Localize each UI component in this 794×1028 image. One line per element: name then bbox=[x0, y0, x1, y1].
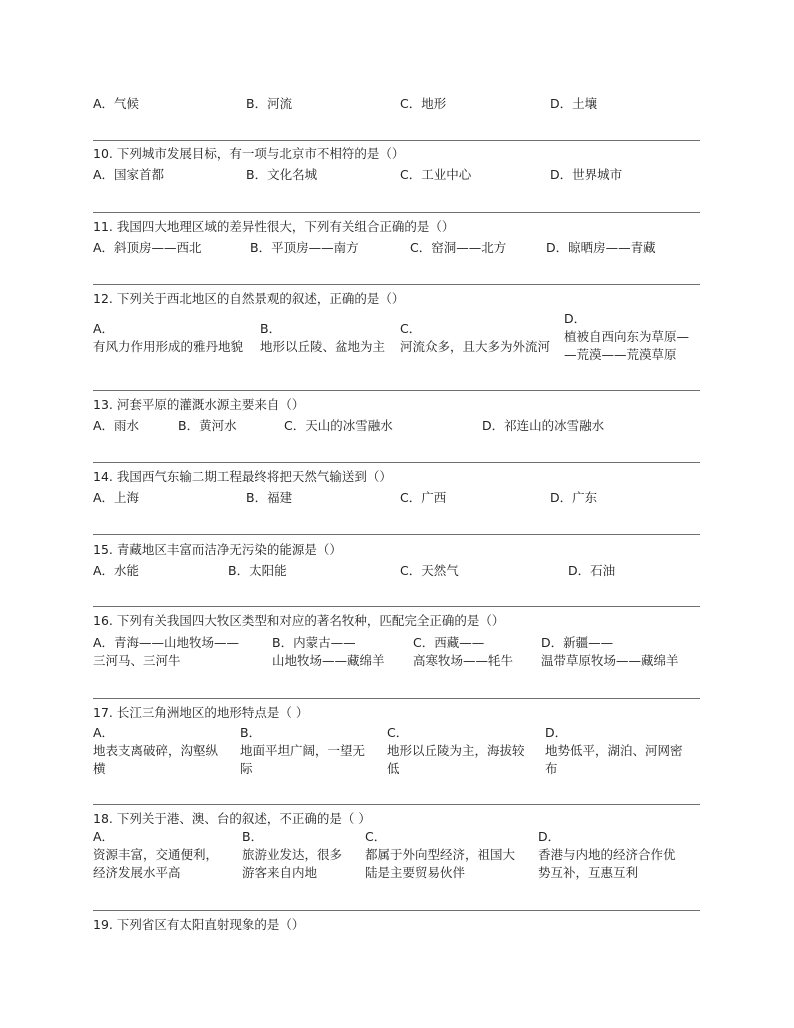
option-text-line-2: 三河马、三河牛 bbox=[93, 653, 181, 668]
question-stem: 14. 我国西气东输二期工程最终将把天然气输送到（） bbox=[93, 469, 392, 484]
option-c[interactable] bbox=[413, 634, 538, 670]
option-letter: D． bbox=[545, 725, 568, 740]
option-text-line-1: A．青海——山地牧场—— bbox=[93, 635, 240, 650]
question-divider bbox=[93, 910, 700, 911]
option-letter: C． bbox=[365, 829, 387, 844]
option-c[interactable] bbox=[387, 724, 543, 778]
question-divider bbox=[93, 606, 700, 607]
option-d[interactable]: D．世界城市 bbox=[550, 167, 623, 182]
option-text-line-1: 都属于外向型经济，祖国大 bbox=[365, 847, 516, 862]
option-text-line-2: —荒漠——荒漠草原 bbox=[564, 347, 677, 362]
option-a[interactable] bbox=[93, 828, 241, 882]
question-divider bbox=[93, 284, 700, 285]
question-divider bbox=[93, 140, 700, 141]
option-a[interactable]: A．雨水 bbox=[93, 418, 140, 433]
option-b[interactable] bbox=[272, 634, 410, 670]
option-c[interactable] bbox=[400, 320, 562, 356]
option-text: 地形以丘陵、盆地为主 bbox=[260, 339, 386, 354]
option-letter: A． bbox=[93, 321, 115, 336]
option-c[interactable]: C．地形 bbox=[400, 96, 447, 111]
option-a[interactable] bbox=[93, 634, 268, 670]
option-b[interactable] bbox=[242, 828, 364, 882]
option-text-line-2: 势互补，互惠互利 bbox=[538, 865, 639, 880]
option-text-line-2: 横 bbox=[93, 761, 106, 776]
question-divider bbox=[93, 390, 700, 391]
option-text-line-2: 温带草原牧场——藏绵羊 bbox=[541, 653, 679, 668]
option-d[interactable] bbox=[541, 634, 700, 670]
option-b[interactable]: B．黄河水 bbox=[178, 418, 237, 433]
option-text-line-1: 资源丰富，交通便利， bbox=[93, 847, 219, 862]
option-text-line-1: 植被自西向东为草原— bbox=[564, 329, 690, 344]
option-text-line-1: 香港与内地的经济合作优 bbox=[538, 847, 676, 862]
option-letter: B． bbox=[240, 725, 262, 740]
option-text-line-2: 山地牧场——藏绵羊 bbox=[272, 653, 385, 668]
option-letter: C． bbox=[400, 321, 422, 336]
question-stem: 10. 下列城市发展目标，有一项与北京市不相符的是（） bbox=[93, 146, 405, 161]
option-b[interactable] bbox=[260, 320, 400, 356]
option-text-line-1: 地面平坦广阔，一望无 bbox=[240, 743, 366, 758]
option-d[interactable] bbox=[538, 828, 700, 882]
option-text: 河流众多，且大多为外流河 bbox=[400, 339, 551, 354]
option-a[interactable]: A．气候 bbox=[93, 96, 140, 111]
option-text-line-1: 地表支离破碎，沟壑纵 bbox=[93, 743, 219, 758]
option-c[interactable]: C．窑洞——北方 bbox=[410, 240, 507, 255]
option-a[interactable] bbox=[93, 724, 241, 778]
option-d[interactable]: D．祁连山的冰雪融水 bbox=[482, 418, 605, 433]
option-text-line-2: 高寒牧场——牦牛 bbox=[413, 653, 514, 668]
option-b[interactable]: B．太阳能 bbox=[228, 563, 287, 578]
question-stem: 15. 青藏地区丰富而洁净无污染的能源是（） bbox=[93, 542, 342, 557]
question-divider bbox=[93, 534, 700, 535]
option-c[interactable]: C．天然气 bbox=[400, 563, 459, 578]
option-a[interactable]: A．水能 bbox=[93, 563, 140, 578]
option-text-line-1: D．新疆—— bbox=[541, 635, 614, 650]
option-c[interactable]: C．天山的冰雪融水 bbox=[284, 418, 393, 433]
option-text-line-2: 经济发展水平高 bbox=[93, 865, 181, 880]
question-divider bbox=[93, 698, 700, 699]
option-text-line-2: 布 bbox=[545, 761, 558, 776]
question-stem: 16. 下列有关我国四大牧区类型和对应的著名牧种，匹配完全正确的是（） bbox=[93, 613, 505, 628]
option-c[interactable] bbox=[365, 828, 537, 882]
option-letter: D． bbox=[538, 829, 561, 844]
option-letter: A． bbox=[93, 829, 115, 844]
option-letter: A． bbox=[93, 725, 115, 740]
option-text-line-2: 游客来自内地 bbox=[242, 865, 318, 880]
option-b[interactable]: B．河流 bbox=[246, 96, 293, 111]
option-text-line-2: 低 bbox=[387, 761, 400, 776]
option-a[interactable]: A．国家首都 bbox=[93, 167, 165, 182]
option-d[interactable]: D．石油 bbox=[568, 563, 616, 578]
option-text-line-1: 旅游业发达，很多 bbox=[242, 847, 343, 862]
option-a[interactable]: A．斜顶房——西北 bbox=[93, 240, 202, 255]
option-letter: B． bbox=[242, 829, 264, 844]
option-text: 有风力作用形成的雅丹地貌 bbox=[93, 339, 244, 354]
option-letter: D． bbox=[564, 311, 587, 326]
option-d[interactable] bbox=[545, 724, 700, 778]
option-text-line-1: 地势低平，湖泊、河网密 bbox=[545, 743, 683, 758]
option-letter: B． bbox=[260, 321, 282, 336]
question-stem: 19. 下列省区有太阳直射现象的是（） bbox=[93, 917, 305, 932]
question-divider bbox=[93, 804, 700, 805]
option-b[interactable]: B．福建 bbox=[246, 490, 293, 505]
question-divider bbox=[93, 462, 700, 463]
option-d[interactable]: D．晾晒房——青藏 bbox=[546, 240, 656, 255]
question-stem: 17. 长江三角洲地区的地形特点是（ ） bbox=[93, 705, 309, 720]
option-text-line-1: 地形以丘陵为主，海拔较 bbox=[387, 743, 525, 758]
question-stem: 12. 下列关于西北地区的自然景观的叙述，正确的是（） bbox=[93, 291, 405, 306]
option-c[interactable]: C．广西 bbox=[400, 490, 447, 505]
option-b[interactable]: B．平顶房——南方 bbox=[250, 240, 359, 255]
question-divider bbox=[93, 212, 700, 213]
option-d[interactable]: D．土壤 bbox=[550, 96, 598, 111]
option-text-line-1: B．内蒙古—— bbox=[272, 635, 356, 650]
option-d[interactable] bbox=[564, 310, 700, 364]
option-d[interactable]: D．广东 bbox=[550, 490, 598, 505]
question-stem: 13. 河套平原的灌溉水源主要来自（） bbox=[93, 397, 305, 412]
option-b[interactable] bbox=[240, 724, 386, 778]
option-letter: C． bbox=[387, 725, 409, 740]
option-a[interactable] bbox=[93, 320, 258, 356]
option-b[interactable]: B．文化名城 bbox=[246, 167, 318, 182]
question-stem: 11. 我国四大地理区域的差异性很大，下列有关组合正确的是（） bbox=[93, 219, 455, 234]
option-text-line-1: C．西藏—— bbox=[413, 635, 485, 650]
question-stem: 18. 下列关于港、澳、台的叙述，不正确的是（ ） bbox=[93, 811, 371, 826]
option-text-line-2: 际 bbox=[240, 761, 253, 776]
option-c[interactable]: C．工业中心 bbox=[400, 167, 472, 182]
option-a[interactable]: A．上海 bbox=[93, 490, 140, 505]
option-text-line-2: 陆是主要贸易伙伴 bbox=[365, 865, 466, 880]
